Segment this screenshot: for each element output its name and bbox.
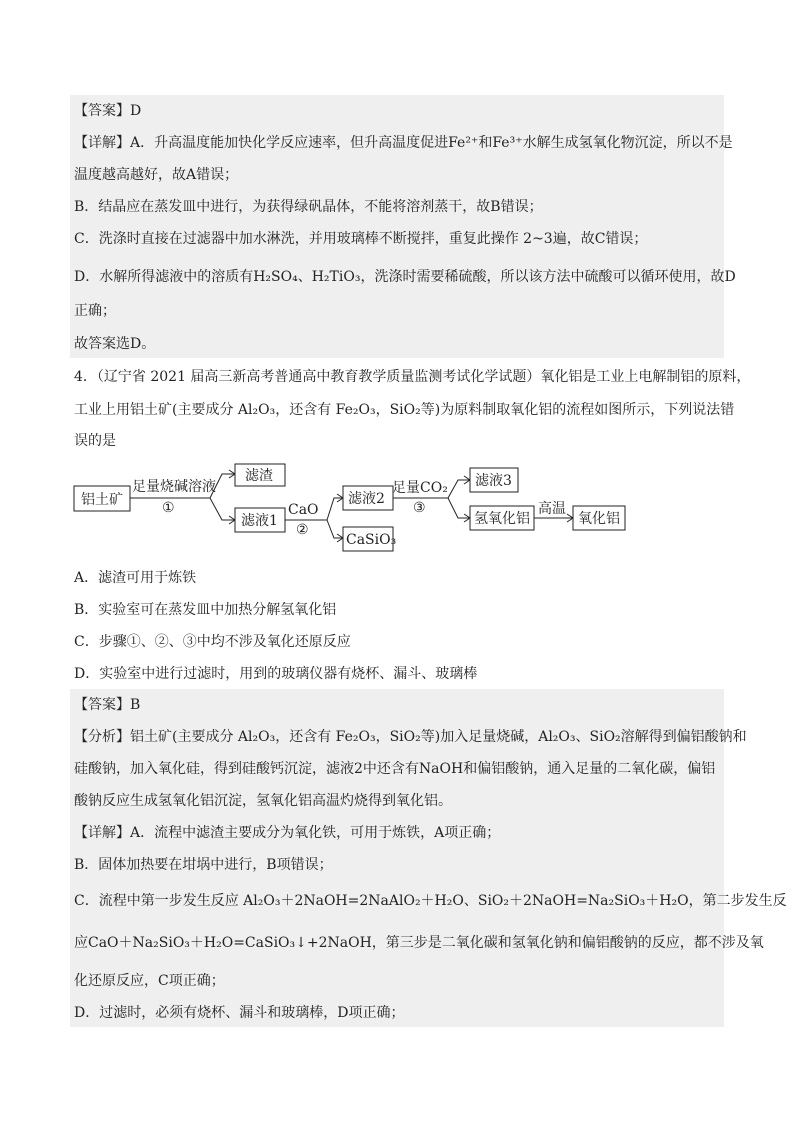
q4-detail-a: 【详解】A．流程中滤渣主要成分为氧化铁，可用于炼铁，A项正确；: [74, 825, 501, 841]
q4-stem-line3: 误的是: [74, 433, 116, 449]
q3-conclusion: 故答案选D。: [74, 336, 156, 352]
q3-detail-a-line2: 温度越高越好，故A错误；: [74, 167, 239, 183]
label-condition: 高温: [538, 501, 566, 517]
q4-option-b: B．实验室可在蒸发皿中加热分解氢氧化铝: [74, 602, 337, 618]
q4-stem-line2: 工业上用铝土矿(主要成分 Al₂O₃，还含有 Fe₂O₃，SiO₂等)为原料制取氧化铝的流程如图所示，下列说法错: [74, 402, 735, 418]
q3-detail-a-line1: 【详解】A．升高温度能加快化学反应速率，但升高温度促进Fe²⁺和Fe³⁺水解生成氢氧化物沉淀，所以不是: [74, 135, 733, 151]
label-reagent1: 足量烧碱溶液: [132, 479, 216, 495]
q4-analysis-line1: 【分析】铝土矿(主要成分 Al₂O₃，还含有 Fe₂O₃，SiO₂等)加入足量烧碱，Al₂O₃、SiO₂溶解得到偏铝酸钠和: [74, 729, 747, 745]
label-ore: 铝土矿: [81, 492, 123, 508]
label-alumina: 氧化铝: [578, 511, 620, 527]
label-residue: 滤渣: [245, 468, 273, 484]
label-step1: ①: [162, 500, 175, 516]
q4-stem-line1: 4．（辽宁省 2021 届高三新高考普通高中教育教学质量监测考试化学试题）氧化铝是工业上电解制铝的原料，: [74, 369, 751, 385]
q4-detail-c-line1: C．流程中第一步发生反应 Al₂O₃＋2NaOH=2NaAlO₂＋H₂O、SiO₂＋2NaOH=Na₂SiO₃＋H₂O，第二步发生反: [74, 893, 787, 909]
branch-up-2: [327, 498, 342, 520]
label-aloh: 氢氧化铝: [474, 511, 530, 527]
label-filtrate3: 滤液3: [475, 473, 512, 489]
q3-answer: 【答案】D: [74, 103, 142, 119]
label-reagent3: 足量CO₂: [392, 480, 448, 496]
q4-detail-c-line3: 化还原反应，C项正确；: [74, 973, 225, 989]
label-step3: ③: [413, 500, 426, 516]
q4-option-c: C．步骤①、②、③中均不涉及氧化还原反应: [74, 634, 351, 650]
label-casio3: CaSiO₃: [346, 532, 397, 548]
label-filtrate1: 滤液1: [241, 513, 278, 529]
label-filtrate2: 滤液2: [348, 491, 385, 507]
q3-detail-c: C．洗涤时直接在过滤器中加水淋洗，并用玻璃棒不断搅拌，重复此操作 2~3遍，故C错误；: [74, 231, 648, 247]
q4-answer: 【答案】B: [74, 697, 141, 713]
label-step2: ②: [296, 522, 309, 538]
q3-detail-b: B．结晶应在蒸发皿中进行，为获得绿矾晶体，不能将溶剂蒸干，故B错误；: [74, 199, 543, 215]
q4-detail-d: D．过滤时，必须有烧杯、漏斗和玻璃棒，D项正确；: [74, 1005, 405, 1021]
process-flow-diagram: [70, 462, 670, 557]
q4-analysis-line2: 硅酸钠，加入氧化硅，得到硅酸钙沉淀，滤液2中还含有NaOH和偏铝酸钠，通入足量的二氧化碳，偏铝: [74, 761, 716, 777]
q4-option-a: A．滤渣可用于炼铁: [74, 570, 197, 586]
q4-analysis-line3: 酸钠反应生成氢氧化铝沉淀，氢氧化铝高温灼烧得到氧化铝。: [74, 793, 452, 809]
q4-detail-c-line2: 应CaO＋Na₂SiO₃＋H₂O=CaSiO₃↓+2NaOH，第三步是二氧化碳和氢氧化钠和偏铝酸钠的反应，都不涉及氧: [74, 935, 764, 951]
q3-detail-d-line1: D．水解所得滤液中的溶质有H₂SO₄、H₂TiO₃，洗涤时需要稀硫酸，所以该方法中硫酸可以循环使用，故D: [74, 269, 736, 285]
q3-detail-d-line2: 正确；: [74, 303, 116, 319]
q4-option-d: D．实验室中进行过滤时，用到的玻璃仪器有烧杯、漏斗、玻璃棒: [74, 666, 478, 682]
q4-detail-b: B．固体加热要在坩埚中进行，B项错误；: [74, 857, 333, 873]
label-reagent2: CaO: [288, 502, 319, 518]
